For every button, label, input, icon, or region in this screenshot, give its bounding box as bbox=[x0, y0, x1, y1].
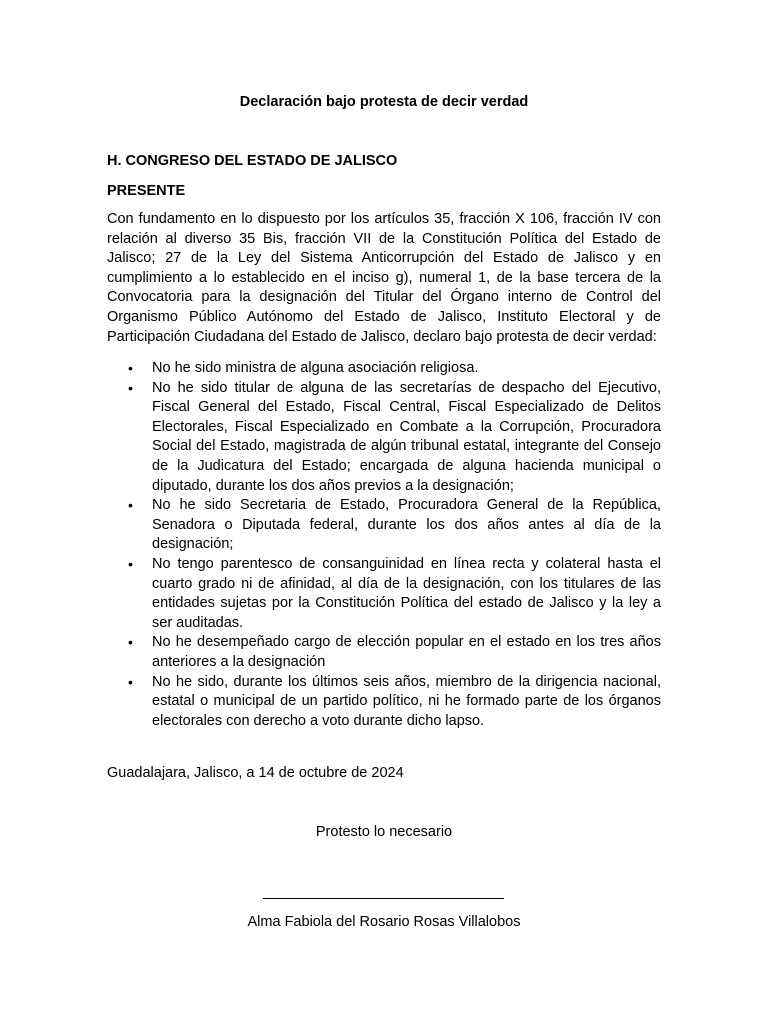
list-item-text: No he sido Secretaria de Estado, Procuradora General de la República, Senadora o Diputada federal, durante los dos años antes al día de la designación; bbox=[152, 497, 661, 553]
list-item-text: No he sido, durante los últimos seis años, miembro de la dirigencia nacional, estatal o municipal de un partido político, ni he formado parte de los órganos electorales con derecho a voto durante dicho lapso. bbox=[152, 673, 661, 729]
list-item bbox=[107, 555, 661, 633]
document-title: Declaración bajo protesta de decir verdad bbox=[239, 94, 529, 110]
bullet-icon: • bbox=[128, 555, 133, 572]
bullet-icon: • bbox=[128, 673, 133, 690]
addressee-heading: H. CONGRESO DEL ESTADO DE JALISCO bbox=[107, 153, 398, 169]
list-item-text: No he desempeñado cargo de elección popular en el estado en los tres años anteriores a la designación bbox=[152, 634, 661, 670]
signature-line bbox=[263, 898, 504, 899]
declaration-list bbox=[107, 359, 661, 731]
signer-name: Alma Fabiola del Rosario Rosas Villalobos bbox=[247, 914, 521, 930]
bullet-icon: • bbox=[128, 634, 133, 651]
list-item bbox=[107, 359, 661, 379]
list-item-text: No tengo parentesco de consanguinidad en línea recta y colateral hasta el cuarto grado ni de afinidad, al día de la designación, con los titulares de las entidades sujetas por la Constitución Política del estado de Jalisco y la ley a ser auditadas. bbox=[152, 555, 661, 631]
list-item-text: No he sido ministra de alguna asociación religiosa. bbox=[152, 360, 479, 376]
bullet-icon: • bbox=[128, 379, 133, 396]
list-item-text: No he sido titular de alguna de las secretarías de despacho del Ejecutivo, Fiscal General del Estado, Fiscal Central, Fiscal Especializado de Delitos Electorales, Fiscal Especializado en Combate a la Corrupción, Procuradora Social del Estado, magistrada de algún tribunal estatal, integrante del Consejo de la Judicatura del Estado; encargada de alguna hacienda municipal o diputado, durante los dos años previos a la designación; bbox=[152, 379, 661, 494]
list-item bbox=[107, 379, 661, 497]
bullet-icon: • bbox=[128, 497, 133, 514]
list-item bbox=[107, 673, 661, 732]
place-date: Guadalajara, Jalisco, a 14 de octubre de 2024 bbox=[107, 765, 404, 781]
intro-paragraph: Con fundamento en lo dispuesto por los artículos 35, fracción X 106, fracción IV con relación al diverso 35 Bis, fracción VII de la Constitución Política del Estado de Jalisco; 27 de la Ley del Sistema Anticorrupción del Estado de Jalisco y en cumplimiento a lo establecido en el inciso g), numeral 1, de la base tercera de la Convocatoria para la designación del Titular del Órgano interno de Control del Organismo Público Autónomo del Estado de Jalisco, Instituto Electoral y de Participación Ciudadana del Estado de Jalisco, declaro bajo protesta de decir verdad: bbox=[107, 211, 661, 345]
list-item bbox=[107, 496, 661, 555]
presente-heading: PRESENTE bbox=[107, 183, 186, 199]
bullet-icon: • bbox=[128, 360, 133, 376]
list-item bbox=[107, 633, 661, 672]
closing-line: Protesto lo necesario bbox=[315, 824, 453, 840]
